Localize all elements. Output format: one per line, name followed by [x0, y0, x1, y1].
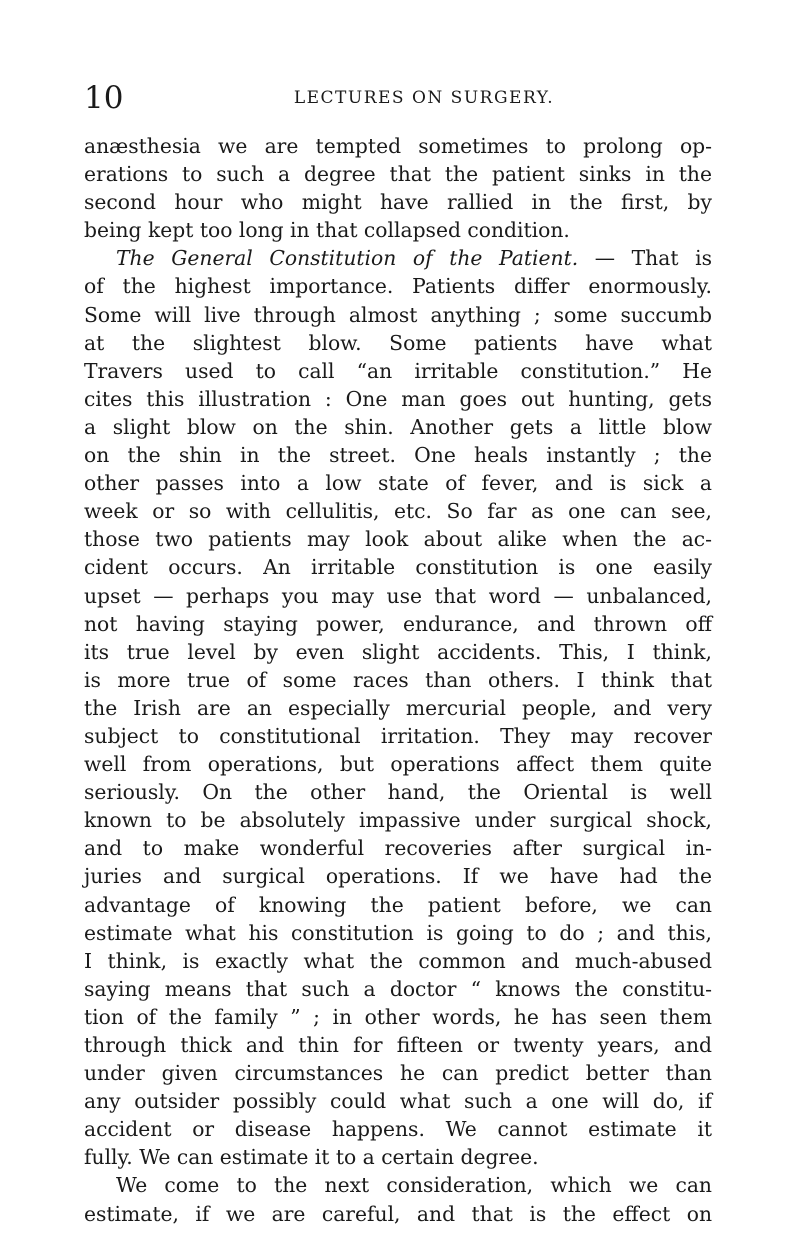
- text-line: advantage of knowing the patient before, we can: [84, 892, 712, 917]
- text-line: I think, is exactly what the common and much-abused: [84, 948, 712, 973]
- text-line: saying means that such a doctor “ knows the constitu-: [84, 976, 712, 1001]
- section-heading: The General Constitution of the Patient.: [116, 246, 579, 271]
- text-line: estimate, if we are careful, and that is the effect on: [84, 1201, 712, 1226]
- text-line: known to be absolutely impassive under surgical shock,: [84, 808, 712, 833]
- text-line: those two patients may look about alike when the ac-: [84, 527, 712, 552]
- text-line: its true level by even slight accidents. This, I think,: [84, 639, 712, 664]
- text-line: erations to such a degree that the patient sinks in the: [84, 162, 712, 187]
- text-line: of the highest importance. Patients differ enormously.: [84, 274, 712, 299]
- text-line: on the shin in the street. One heals instantly ; the: [84, 443, 712, 468]
- text-line: cites this illustration : One man goes out hunting, gets: [84, 386, 712, 411]
- text-line: subject to constitutional irritation. They may recover: [84, 723, 712, 748]
- text-line: not having staying power, endurance, and thrown off: [84, 611, 712, 636]
- text-line: the Irish are an especially mercurial people, and very: [84, 695, 712, 720]
- text-line: a slight blow on the shin. Another gets a little blow: [84, 414, 712, 439]
- text-line: week or so with cellulitis, etc. So far as one can see,: [84, 499, 712, 524]
- text-line: Some will live through almost anything ; some succumb: [84, 302, 712, 327]
- text-line: fully. We can estimate it to a certain degree.: [84, 1145, 539, 1170]
- body-text: [84, 132, 712, 1228]
- text-line: We come to the next consideration, which we can: [116, 1173, 712, 1198]
- text-line: well from operations, but operations affect them quite: [84, 752, 712, 777]
- running-title: LECTURES ON SURGERY.: [293, 88, 555, 108]
- text-line: anæsthesia we are tempted sometimes to prolong op-: [84, 134, 712, 158]
- page-number: 10: [84, 80, 124, 116]
- text-line: seriously. On the other hand, the Oriental is well: [84, 780, 712, 805]
- text-line: through thick and thin for fifteen or twenty years, and: [84, 1033, 712, 1057]
- text-line: upset — perhaps you may use that word — unbalanced,: [84, 583, 712, 608]
- text-line: juries and surgical operations. If we have had the: [84, 864, 712, 889]
- text-line: tion of the family ” ; in other words, he has seen them: [84, 1004, 712, 1029]
- text-line: estimate what his constitution is going to do ; and this,: [84, 920, 712, 945]
- text-line: other passes into a low state of fever, and is sick a: [84, 471, 712, 496]
- section-heading-continuation: — That is: [578, 246, 712, 271]
- text-line: being kept too long in that collapsed condition.: [84, 218, 570, 243]
- text-line: Travers used to call “an irritable constitution.” He: [84, 358, 712, 383]
- running-head: [84, 80, 724, 116]
- text-line: and to make wonderful recoveries after surgical in-: [84, 836, 712, 861]
- text-line: under given circumstances he can predict better than: [84, 1061, 712, 1086]
- text-line: second hour who might have rallied in the first, by: [84, 190, 712, 215]
- section-heading-line: [84, 244, 712, 272]
- text-line: at the slightest blow. Some patients have what: [84, 330, 712, 355]
- text-line: any outsider possibly could what such a one will do, if: [84, 1089, 712, 1114]
- text-line: cident occurs. An irritable constitution is one easily: [84, 555, 712, 580]
- text-line: accident or disease happens. We cannot estimate it: [84, 1117, 712, 1142]
- text-line: is more true of some races than others. I think that: [84, 667, 712, 692]
